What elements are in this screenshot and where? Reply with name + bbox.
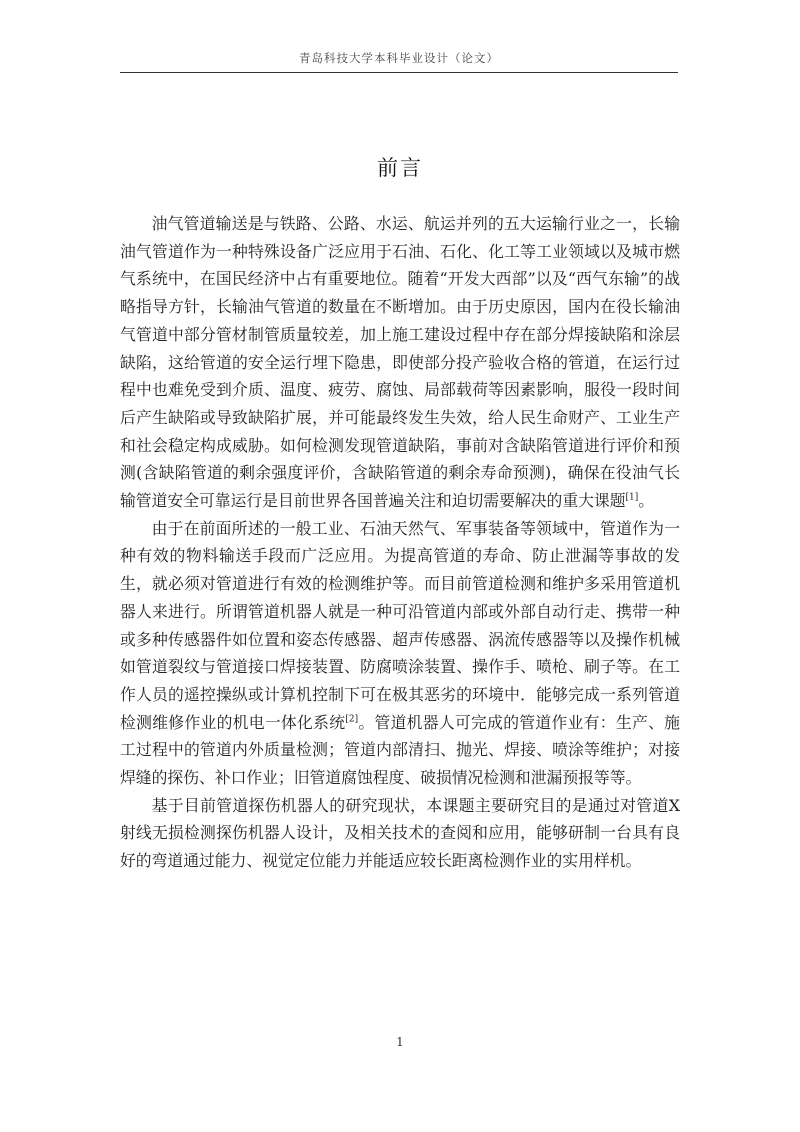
paragraph-3-text: 基于目前管道探伤机器人的研究现状，本课题主要研究目的是通过对管道X射线无损检测探伤机器人设计，及相关技术的查阅和应用，能够研制一台具有良好的弯道通过能力、视觉定位能力并能适应较长距离检测作业的实用样机。 xyxy=(120,795,680,871)
citation-2: [2] xyxy=(345,714,359,725)
page-number: 1 xyxy=(396,1035,404,1049)
paragraph-3 xyxy=(120,792,680,875)
running-header: 青岛科技大学本科毕业设计（论文） xyxy=(120,50,678,73)
citation-1: [1] xyxy=(625,492,639,503)
body-text xyxy=(120,210,680,875)
paragraph-1-text: 油气管道输送是与铁路、公路、水运、航运并列的五大运输行业之一，长输油气管道作为一种特殊设备广泛应用于石油、石化、化工等工业领域以及城市燃气系统中，在国民经济中占有重要地位。随着“开发大西部”以及“西气东输”的战略指导方针，长输油气管道的数量在不断增加。由于历史原因，国内在役长输油气管道中部分管材制管质量较差，加上施工建设过程中存在部分焊接缺陷和涂层缺陷，这给管道的安全运行埋下隐患，即使部分投产验收合格的管道，在运行过程中也难免受到介质、温度、疲劳、腐蚀、局部载荷等因素影响，服役一段时间后产生缺陷或导致缺陷扩展，并可能最终发生失效，给人民生命财产、工业生产和社会稳定构成威胁。如何检测发现管道缺陷，事前对含缺陷管道进行评价和预测(含缺陷管道的剩余强度评价，含缺陷管道的剩余寿命预测)，确保在役油气长输管道安全可靠运行是目前世界各国普遍关注和迫切需要解决的重大课题 xyxy=(120,214,680,511)
paragraph-1-tail: 。 xyxy=(638,491,655,511)
paragraph-1 xyxy=(120,210,680,515)
section-title: 前言 xyxy=(377,156,423,180)
paragraph-2 xyxy=(120,515,680,792)
paragraph-2-text: 由于在前面所述的一般工业、石油天然气、军事装备等领域中，管道作为一种有效的物料输送手段而广泛应用。为提高管道的寿命、防止泄漏等事故的发生，就必须对管道进行有效的检测维护等。而目前管道检测和维护多采用管道机器人来进行。所谓管道机器人就是一种可沿管道内部或外部自动行走、携带一种或多种传感器件如位置和姿态传感器、超声传感器、涡流传感器等以及操作机械如管道裂纹与管道接口焊接装置、防腐喷涂装置、操作手、喷枪、刷子等。在工作人员的遥控操纵或计算机控制下可在极其恶劣的环境中．能够完成一系列管道检测维修作业的机电一体化系统 xyxy=(120,518,680,732)
paragraph-2-tail: 。管道机器人可完成的管道作业有：生产、施工过程中的管道内外质量检测；管道内部清扫、抛光、焊接、喷涂等维护；对接焊缝的探伤、补口作业；旧管道腐蚀程度、破损情况检测和泄漏预报等等。 xyxy=(120,712,680,788)
